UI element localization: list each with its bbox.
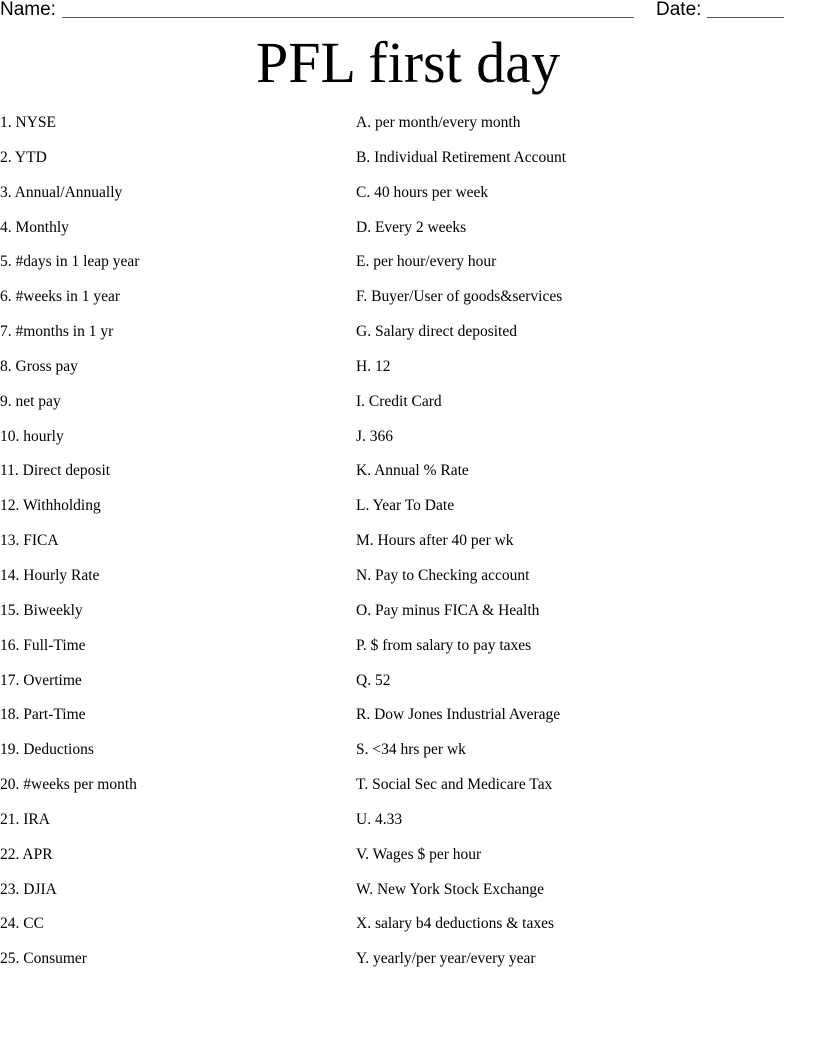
term-item: 15. Biweekly bbox=[0, 601, 83, 619]
definition-item: R. Dow Jones Industrial Average bbox=[356, 706, 561, 724]
header-row bbox=[0, 0, 816, 24]
name-label: Name: bbox=[0, 0, 56, 20]
definition-item: Q. 52 bbox=[356, 671, 391, 689]
definition-item: G. Salary direct deposited bbox=[356, 323, 517, 341]
definition-item: V. Wages $ per hour bbox=[356, 845, 482, 863]
date-label: Date: bbox=[656, 0, 702, 20]
term-item: 13. FICA bbox=[0, 532, 59, 550]
definition-item: W. New York Stock Exchange bbox=[356, 880, 544, 898]
term-item: 11. Direct deposit bbox=[0, 462, 111, 480]
definition-item: U. 4.33 bbox=[356, 810, 403, 828]
term-item: 14. Hourly Rate bbox=[0, 566, 100, 584]
term-item: 25. Consumer bbox=[0, 950, 87, 968]
term-item: 24. CC bbox=[0, 915, 44, 933]
definition-item: N. Pay to Checking account bbox=[356, 566, 530, 584]
term-item: 18. Part-Time bbox=[0, 706, 86, 724]
definition-item: I. Credit Card bbox=[356, 392, 442, 410]
term-item: 16. Full-Time bbox=[0, 636, 86, 654]
definition-item: B. Individual Retirement Account bbox=[356, 148, 567, 166]
definition-item: E. per hour/every hour bbox=[356, 253, 497, 271]
term-item: 5. #days in 1 leap year bbox=[0, 253, 140, 271]
term-item: 2. YTD bbox=[0, 148, 47, 166]
term-item: 20. #weeks per month bbox=[0, 776, 137, 794]
term-item: 21. IRA bbox=[0, 810, 50, 828]
definition-item: H. 12 bbox=[356, 357, 391, 375]
term-item: 10. hourly bbox=[0, 427, 64, 445]
definition-item: J. 366 bbox=[356, 427, 394, 445]
definition-item: C. 40 hours per week bbox=[356, 183, 489, 201]
date-blank-line[interactable] bbox=[707, 17, 784, 18]
term-item: 4. Monthly bbox=[0, 218, 69, 236]
definition-item: L. Year To Date bbox=[356, 497, 455, 515]
definition-item: K. Annual % Rate bbox=[356, 462, 469, 480]
definitions-column bbox=[356, 112, 796, 983]
term-item: 6. #weeks in 1 year bbox=[0, 288, 121, 306]
definition-item: X. salary b4 deductions & taxes bbox=[356, 915, 555, 933]
term-item: 7. #months in 1 yr bbox=[0, 323, 114, 341]
definition-item: M. Hours after 40 per wk bbox=[356, 532, 514, 550]
name-blank-line[interactable] bbox=[62, 17, 634, 18]
term-item: 12. Withholding bbox=[0, 497, 101, 515]
definition-item: S. <34 hrs per wk bbox=[356, 741, 466, 759]
definition-item: P. $ from salary to pay taxes bbox=[356, 636, 532, 654]
page-title: PFL first day bbox=[256, 30, 560, 95]
definition-item: A. per month/every month bbox=[356, 114, 521, 131]
definition-item: F. Buyer/User of goods&services bbox=[356, 288, 563, 306]
term-item: 1. NYSE bbox=[0, 114, 56, 131]
definition-item: D. Every 2 weeks bbox=[356, 218, 467, 236]
term-item: 8. Gross pay bbox=[0, 357, 78, 375]
definition-item: Y. yearly/per year/every year bbox=[356, 950, 536, 968]
term-item: 3. Annual/Annually bbox=[0, 183, 123, 201]
term-item: 9. net pay bbox=[0, 392, 61, 410]
definition-item: O. Pay minus FICA & Health bbox=[356, 601, 540, 619]
terms-column bbox=[0, 112, 340, 983]
term-item: 17. Overtime bbox=[0, 671, 82, 689]
term-item: 22. APR bbox=[0, 845, 53, 863]
definition-item: T. Social Sec and Medicare Tax bbox=[356, 776, 553, 794]
term-item: 19. Deductions bbox=[0, 741, 94, 759]
term-item: 23. DJIA bbox=[0, 880, 57, 898]
